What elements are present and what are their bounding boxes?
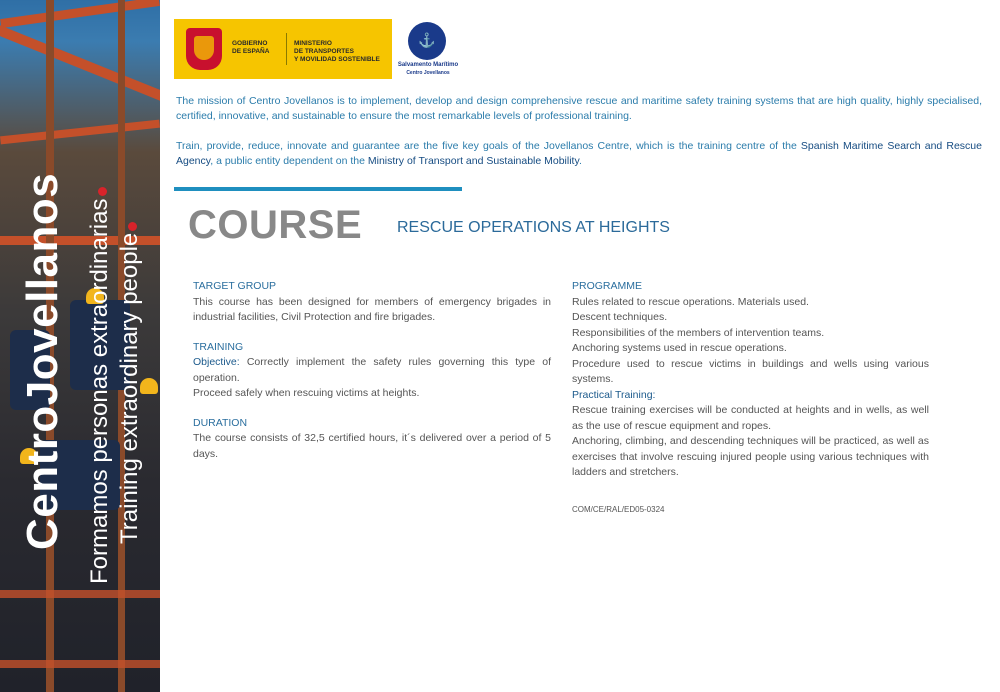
duration-text: The course consists of 32,5 certified hours, it´s delivered over a period of 5 days. (193, 432, 551, 460)
ministry-label: MINISTERIO DE TRANSPORTES Y MOVILIDAD SOSTENIBLE (294, 40, 380, 63)
side-photo-banner (0, 0, 160, 692)
gov-label: GOBIERNO DE ESPAÑA (232, 40, 270, 55)
steel-girder (0, 120, 160, 145)
government-ministry-logo (174, 19, 392, 79)
goals-paragraph: Train, provide, reduce, innovate and guarantee are the five key goals of the Jovellanos Centre, which is the training centre of the Spanish Maritime Search and Rescue Agency, a public entity dependent on the Ministry of Transport and Sustainable Mobility. (176, 140, 982, 167)
steel-girder (0, 25, 160, 102)
duration-heading: DURATION (193, 416, 248, 429)
steel-girder (0, 0, 160, 28)
sm-subtitle: Centro Jovellanos (406, 70, 450, 76)
anchor-emblem-icon: ⚓ (408, 22, 446, 60)
practical-item: Rescue training exercises will be conducted at heights and in wells, as well as the use of rescue equipment and ropes. (572, 404, 929, 432)
steel-girder (0, 660, 160, 668)
course-title: RESCUE OPERATIONS AT HEIGHTS (397, 219, 670, 236)
training-line: Proceed safely when rescuing victims at heights. (193, 387, 420, 399)
brand-wordmark: CentroJovellanos (18, 172, 67, 550)
red-dot-icon (128, 222, 137, 231)
salvamento-maritimo-logo (397, 22, 459, 78)
logo-divider (286, 33, 287, 65)
course-reference-code: COM/CE/RAL/ED05-0324 (572, 504, 665, 514)
tagline-english: Training extraordinary people (116, 222, 144, 544)
steel-girder (0, 590, 160, 598)
practical-item: Anchoring, climbing, and descending techniques will be practiced, as well as exercises that involve rescuing injured people using various techniques with ladders and stretchers. (572, 435, 929, 478)
agency-link: Spanish Maritime Search and Rescue Agency (176, 140, 982, 167)
programme-heading: PROGRAMME (572, 280, 643, 292)
practical-training-heading: Practical Training: (572, 388, 656, 401)
target-group-heading: TARGET GROUP (193, 280, 277, 292)
programme-item: Responsibilities of the members of intervention teams. (572, 326, 825, 339)
programme-item: Anchoring systems used in rescue operations. (572, 342, 787, 354)
training-heading: TRAINING (193, 340, 244, 353)
programme-item: Procedure used to rescue victims in buildings and wells using various systems. (572, 357, 929, 385)
tagline-spanish: Formamos personas extraordinarias (86, 188, 114, 585)
target-group-text: This course has been designed for members of emergency brigades in industrial facilities, Civil Protection and fire brigades. (193, 295, 551, 323)
section-divider (174, 187, 462, 191)
red-dot-icon (98, 188, 107, 197)
mission-paragraph: The mission of Centro Jovellanos is to implement, develop and design comprehensive rescue and maritime safety training systems that are high quality, highly specialised, certified, innovative, and sustainable to ensure the most remarkable levels of professional training. (176, 95, 982, 122)
sm-name: Salvamento Marítimo (397, 62, 459, 68)
course-details-left (193, 279, 551, 462)
programme-item: Rules related to rescue operations. Materials used. (572, 295, 809, 308)
course-details-right (572, 279, 929, 517)
programme-item: Descent techniques. (572, 311, 668, 323)
coat-of-arms-icon (186, 28, 222, 70)
course-heading: COURSE (188, 203, 363, 247)
ministry-link: Ministry of Transport and Sustainable Mobility (367, 155, 579, 167)
training-objective: Objective: Correctly implement the safety rules governing this type of operation. (193, 356, 551, 384)
